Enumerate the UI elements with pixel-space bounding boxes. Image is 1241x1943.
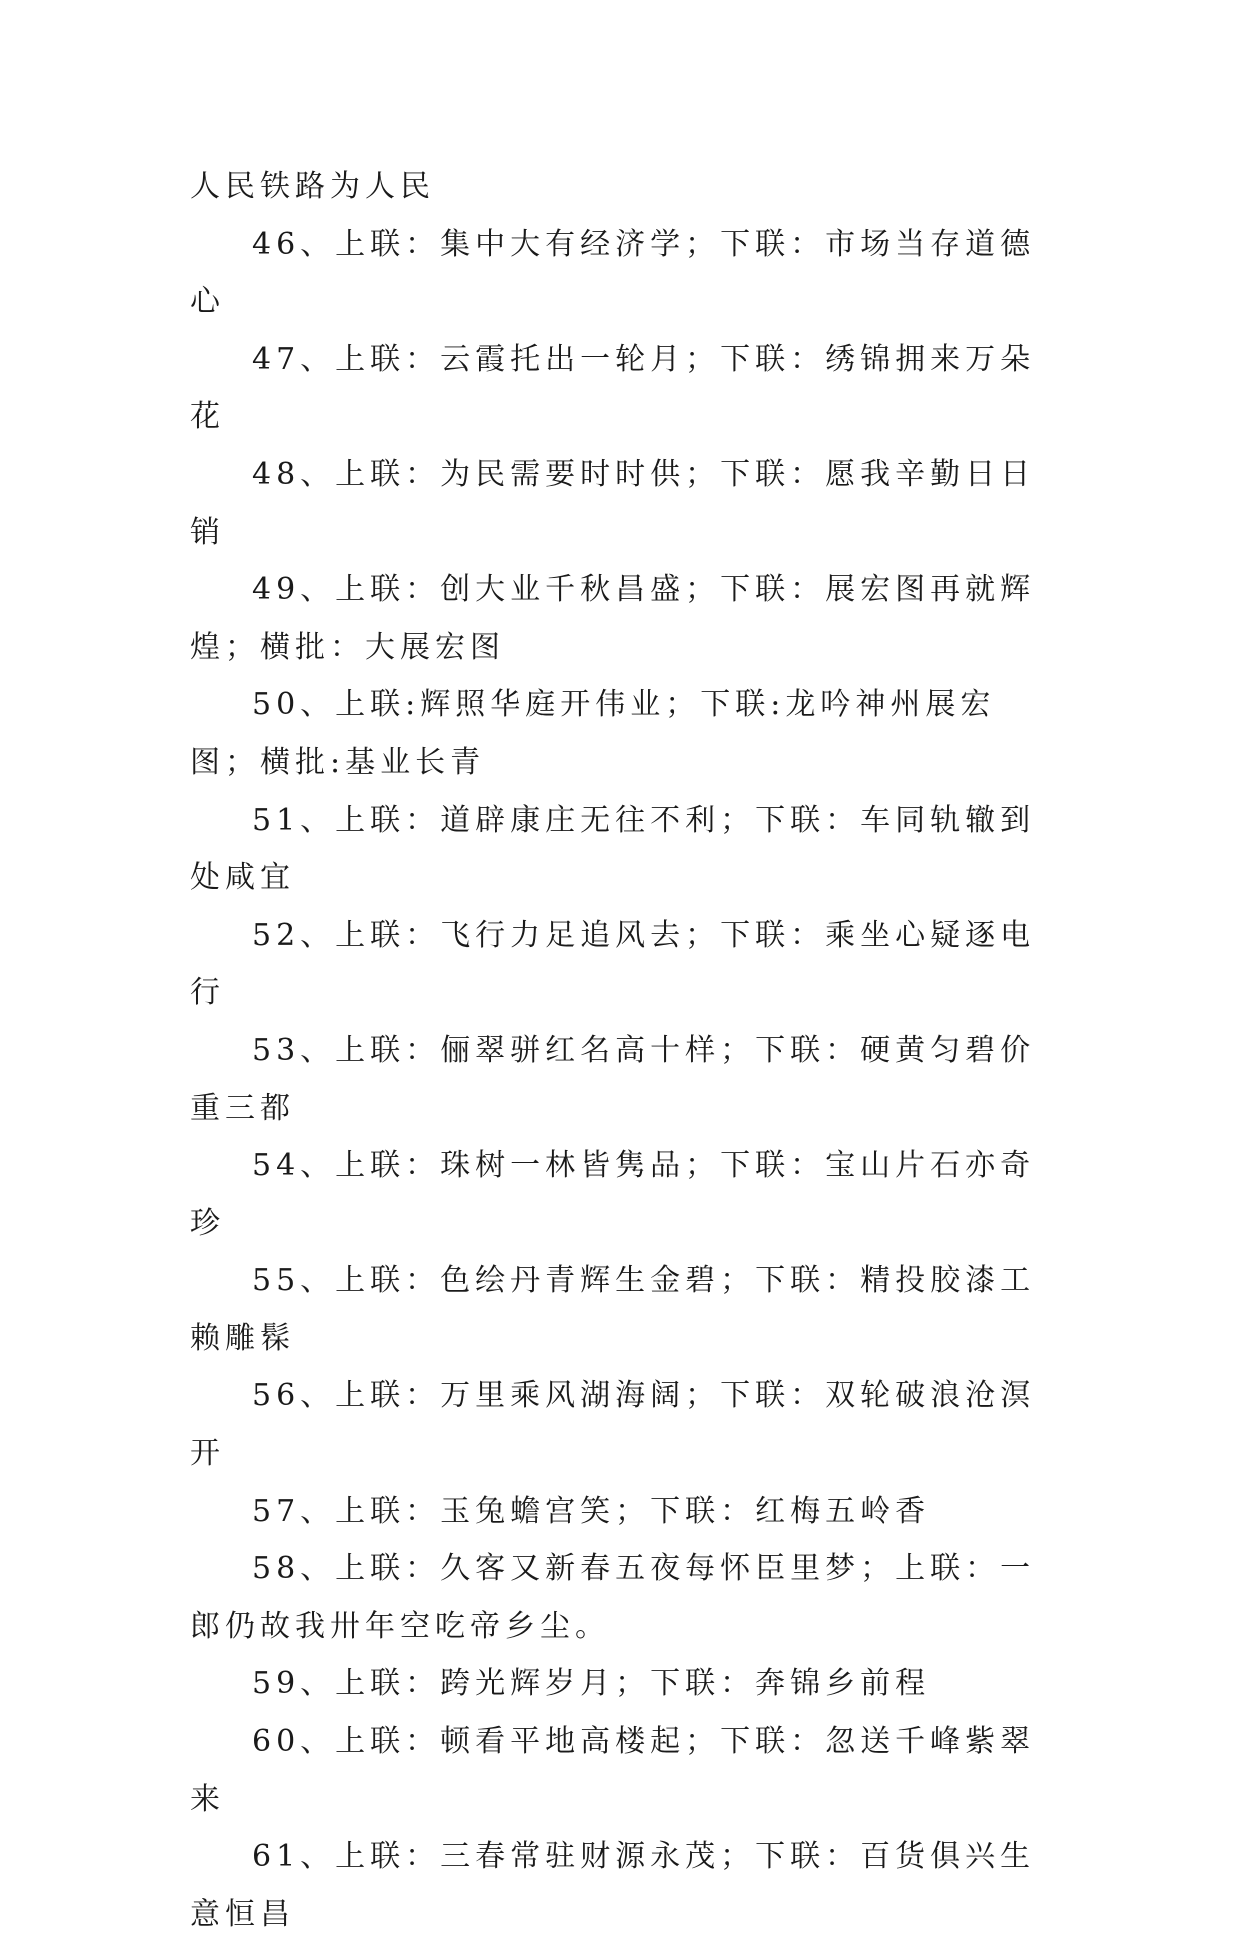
couplet-60: 60、上联：顿看平地高楼起；下联：忽送千峰紫翠来 <box>190 1724 1036 1817</box>
couplet-48: 48、上联：为民需要时时供；下联：愿我辛勤日日销 <box>190 456 1036 550</box>
couplet-49: 49、上联：创大业千秋昌盛；下联：展宏图再就辉煌；横批：大展宏图 <box>190 572 1036 665</box>
couplet-47: 47、上联：云霞托出一轮月；下联：绣锦拥来万朵花 <box>190 341 1036 435</box>
paragraph: 人民铁路为人民 <box>190 169 435 204</box>
body-text <box>190 158 1060 1943</box>
couplet-53: 53、上联：俪翠骈红名高十样；下联：硬黄匀碧价重三都 <box>190 1032 1036 1126</box>
couplet-59: 59、上联：跨光辉岁月；下联：奔锦乡前程 <box>252 1666 931 1702</box>
couplet-55: 55、上联：色绘丹青辉生金碧；下联：精投胶漆工赖雕髹 <box>190 1263 1036 1356</box>
couplet-52: 52、上联：飞行力足追风去；下联：乘坐心疑逐电行 <box>190 917 1036 1011</box>
couplet-54: 54、上联：珠树一林皆隽品；下联：宝山片石亦奇珍 <box>190 1148 1036 1241</box>
couplet-46: 46、上联：集中大有经济学；下联：市场当存道德心 <box>190 226 1036 320</box>
couplet-51: 51、上联：道辟康庄无往不利；下联：车同轨辙到处咸宜 <box>190 802 1036 896</box>
couplet-56: 56、上联：万里乘风湖海阔；下联：双轮破浪沧溟开 <box>190 1378 1036 1472</box>
couplet-61: 61、上联：三春常驻财源永茂；下联：百货俱兴生意恒昌 <box>190 1839 1036 1932</box>
couplet-57: 57、上联：玉兔蟾宫笑；下联：红梅五岭香 <box>252 1493 931 1529</box>
couplet-58: 58、上联：久客又新春五夜每怀臣里梦；上联：一郎仍故我卅年空吃帝乡尘。 <box>190 1551 1036 1644</box>
couplet-50: 50、上联:辉照华庭开伟业；下联:龙吟神州展宏图；横批:基业长青 <box>190 687 996 780</box>
